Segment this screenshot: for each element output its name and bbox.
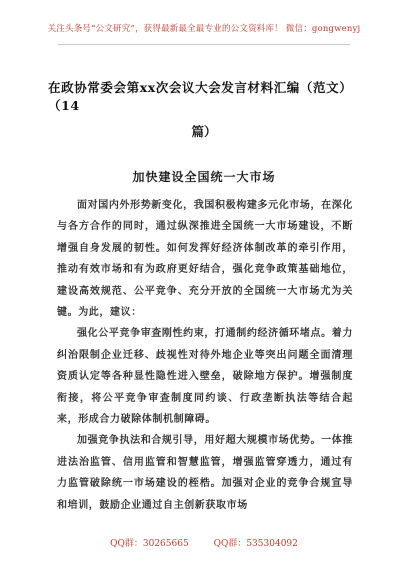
paragraph: 强化公平竞争审查刚性约束，打通制约经济循环堵点。着力纠治限制企业迁移、歧视性对待外地企业等突出问题全面清理资质认定等各种显性隐性进入壁垒，破除地方保护。增强制度衔接，将公平竞争审查制度同约谈、行政垄断执法等结合起来，形成合力破除体制机制障碍。: [57, 328, 353, 426]
document-title: 在政协常委会第xx次会议大会发言材料汇编（范文）（14: [48, 80, 353, 113]
header-divider: [58, 44, 350, 45]
paragraph: 面对国内外形势新变化，我国积极构建多元化市场，在深化与各方合作的同时，通过纵深推进全国统一大市场建设，不断增强自身发展的韧性。如何发挥好经济体制改革的牵引作用，推动有效市场和有为政府更好结合，强化竞争政策基础地位，建设高效规范、公平竞争、充分开放的全国统一大市场尤为关键。为此，建议：: [57, 200, 353, 319]
document-title-continued: 篇）: [191, 124, 217, 139]
footer-qq-group-1: QQ群：30265665: [110, 539, 189, 549]
footer-qq-group-2: QQ群：535304092: [213, 539, 298, 549]
section-title: 加快建设全国统一大市场: [132, 170, 276, 184]
document-body: [57, 195, 353, 516]
footer: [0, 536, 408, 549]
paragraph: 加强竞争执法和合规引导，用好超大规模市场优势。一体推进法治监管、信用监管和智慧监管，增强监管穿透力，通过有力监管破除统一市场建设的桎梏。加强对企业的竞争合规宣导和培训，鼓励企业通过自主创新获取市场: [57, 435, 353, 511]
header-note: 关注头条号“公文研究”，获得最新最全最专业的公文资料库！ 微信：gongwenyj: [47, 24, 361, 34]
